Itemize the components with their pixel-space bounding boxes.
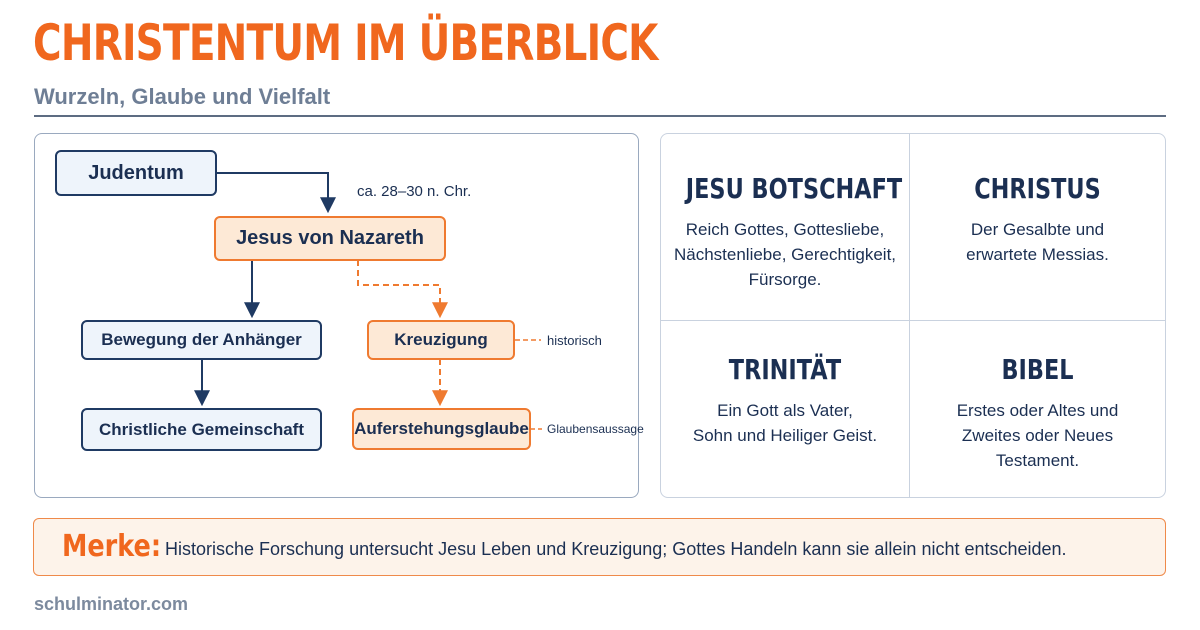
cell-title: CHRISTUS	[974, 172, 1101, 205]
cell-line: Der Gesalbte und	[970, 220, 1105, 239]
cell-christus	[910, 172, 1165, 267]
cell-line: Erstes oder Altes und	[956, 401, 1119, 420]
node-christliche-gemeinschaft: Christliche Gemeinschaft	[81, 408, 322, 451]
arrow-jesus-to-kreuzigung	[358, 260, 440, 315]
cell-bibel	[910, 353, 1165, 473]
cell-title: TRINITÄT	[728, 353, 842, 386]
arrow-judentum-to-jesus	[217, 173, 328, 210]
cell-trinitaet	[661, 353, 909, 448]
cell-jesu-botschaft	[661, 172, 909, 292]
footer-brand: schulminator.com	[34, 594, 189, 614]
cell-title: BIBEL	[1001, 353, 1074, 386]
merke-label: Merke:	[62, 529, 162, 564]
cell-line: Fürsorge.	[748, 270, 822, 289]
cell-line: erwartete Messias.	[966, 245, 1109, 264]
cell-line: Ein Gott als Vater,	[717, 401, 853, 420]
date-note: ca. 28–30 n. Chr.	[357, 183, 472, 200]
note-glaubensaussage: Glaubensaussage	[547, 422, 644, 436]
cell-line: Testament.	[995, 451, 1080, 470]
note-historisch: historisch	[547, 333, 602, 348]
cell-text	[910, 217, 1165, 267]
cell-line: Nächstenliebe, Gerechtigkeit,	[673, 245, 897, 264]
cell-line: Reich Gottes, Gottesliebe,	[685, 220, 885, 239]
cell-text	[661, 217, 909, 292]
page-title: CHRISTENTUM IM ÜBERBLICK	[33, 14, 658, 72]
cell-line: Sohn und Heiliger Geist.	[692, 426, 878, 445]
cell-text	[661, 398, 909, 448]
page-subtitle: Wurzeln, Glaube und Vielfalt	[34, 84, 331, 109]
cell-text	[910, 398, 1165, 473]
cell-title: JESU BOTSCHAFT	[685, 172, 903, 205]
node-bewegung: Bewegung der Anhänger	[81, 320, 322, 360]
node-kreuzigung: Kreuzigung	[367, 320, 515, 360]
merke-box	[33, 518, 1166, 576]
grid-divider-horizontal	[661, 320, 1165, 321]
node-auferstehungsglaube: Auferstehungsglaube	[352, 408, 531, 450]
cell-line: Zweites oder Neues	[961, 426, 1114, 445]
node-judentum: Judentum	[55, 150, 217, 196]
node-jesus-von-nazareth: Jesus von Nazareth	[214, 216, 446, 261]
merke-text: Historische Forschung untersucht Jesu Leben und Kreuzigung; Gottes Handeln kann sie allein nicht entscheiden.	[165, 539, 1067, 559]
